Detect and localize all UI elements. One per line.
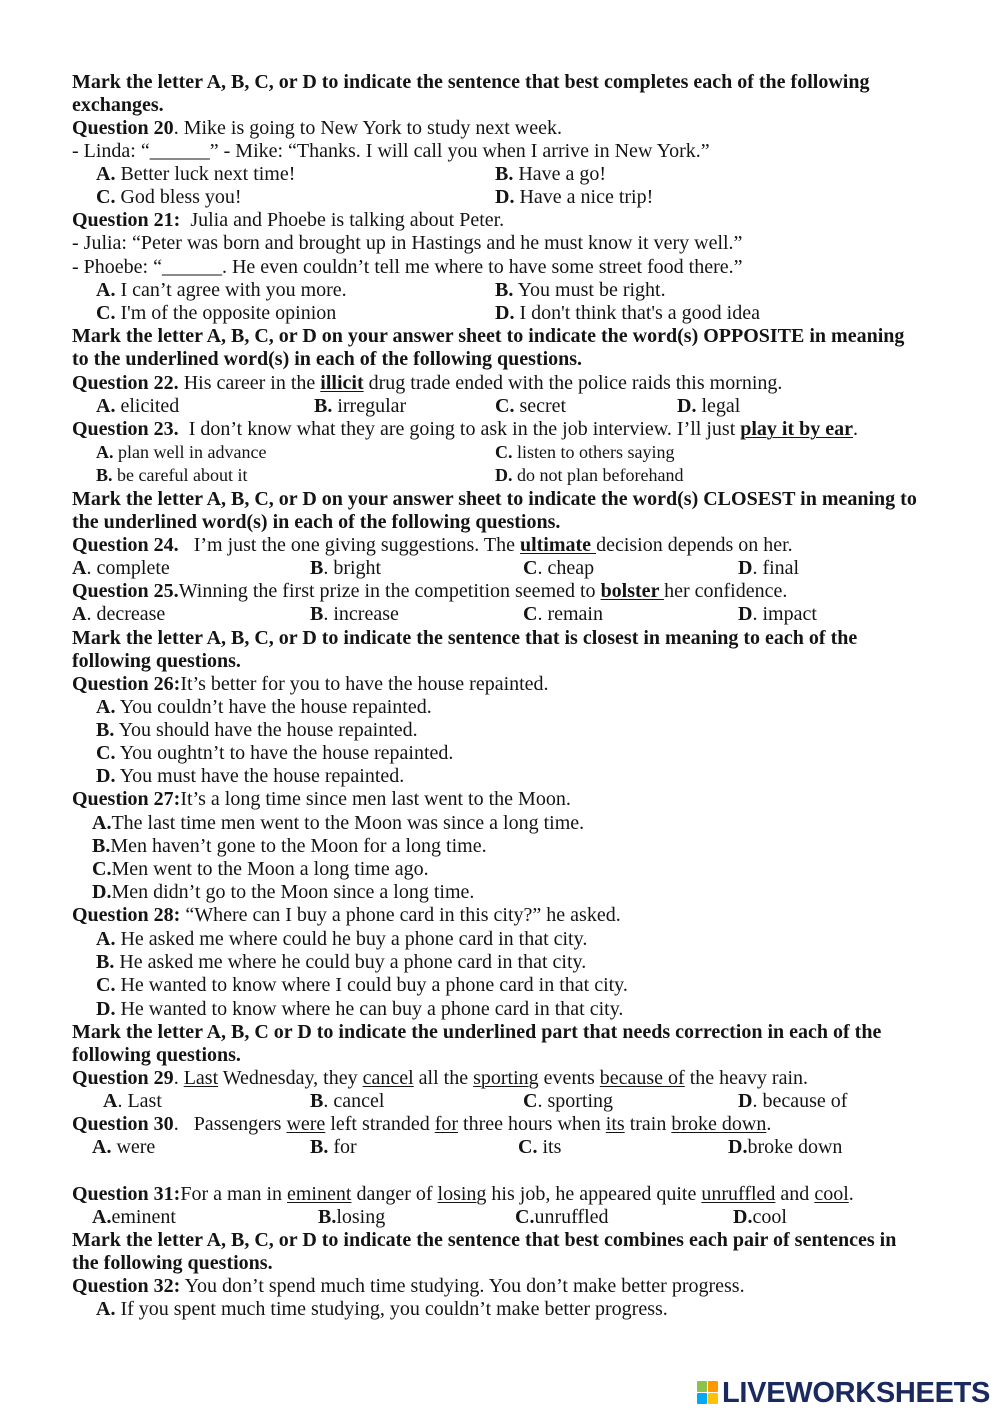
- option-a: [92, 1206, 176, 1229]
- instruction-line: exchanges.: [72, 94, 164, 116]
- option-a: [92, 812, 584, 835]
- question-23: [72, 418, 858, 441]
- question-text: decision depends on her.: [596, 534, 793, 556]
- question-stem: Julia and Phoebe is talking about Peter.: [180, 209, 505, 231]
- option-text: . complete: [86, 557, 170, 579]
- instruction-line: Mark the letter A, B, C or D to indicate the underlined part that needs correction in each of the: [72, 1021, 882, 1043]
- option-key: A.: [96, 928, 116, 950]
- option-text: be careful about it: [112, 465, 248, 485]
- liveworksheets-logo[interactable]: [697, 1378, 993, 1408]
- underlined-part: because of: [599, 1067, 685, 1089]
- option-key: B.: [495, 279, 514, 301]
- question-text: three hours when: [458, 1113, 606, 1135]
- option-c: [495, 395, 566, 418]
- option-a: [72, 557, 170, 580]
- option-text: secret: [514, 395, 567, 417]
- option-b: [495, 279, 666, 302]
- question-21: [72, 209, 504, 232]
- option-text: You should have the house repainted.: [114, 719, 418, 741]
- underlined-word: bolster: [600, 580, 665, 602]
- instruction-line: to the underlined word(s) in each of the following questions.: [72, 348, 583, 370]
- option-text: for: [328, 1136, 357, 1158]
- option-a: [96, 928, 587, 951]
- question-label: Question 20: [72, 117, 174, 139]
- question-text: .: [766, 1113, 772, 1135]
- option-c: [523, 1090, 613, 1113]
- option-d: [677, 395, 740, 418]
- question-25: [72, 580, 787, 603]
- option-key: D.: [495, 302, 515, 324]
- question-text: .: [173, 1067, 184, 1089]
- option-key: A.: [96, 696, 116, 718]
- underlined-part: unruffled: [701, 1183, 776, 1205]
- option-key: B.: [96, 465, 113, 485]
- option-a: [103, 1090, 162, 1113]
- option-text: He asked me where he could buy a phone card in that city.: [114, 951, 587, 973]
- question-text: His career in the: [178, 372, 321, 394]
- option-text: You must be right.: [513, 279, 666, 301]
- instruction-line: following questions.: [72, 650, 241, 672]
- option-c: [523, 557, 594, 580]
- option-text: Better luck next time!: [115, 163, 296, 185]
- question-label: Question 25.: [72, 580, 179, 602]
- option-b: [314, 395, 406, 418]
- question-text: left stranded: [325, 1113, 435, 1135]
- option-c: [495, 441, 674, 464]
- option-text: cool: [752, 1206, 787, 1228]
- option-c: [515, 1206, 609, 1229]
- underlined-phrase: play it by ear: [740, 418, 854, 440]
- option-key: D.: [96, 998, 116, 1020]
- option-key: D: [738, 557, 753, 579]
- question-stem: It’s better for you to have the house repainted.: [180, 673, 549, 695]
- option-text: Men haven’t gone to the Moon for a long time.: [110, 835, 487, 857]
- underlined-part: for: [434, 1113, 459, 1135]
- instruction-line: following questions.: [72, 1044, 241, 1066]
- option-key: C.: [495, 395, 515, 417]
- question-text: .: [853, 418, 859, 440]
- option-key: A.: [96, 1298, 116, 1320]
- question-text: Winning the first prize in the competition seemed to: [178, 580, 601, 602]
- question-label: Question 30: [72, 1113, 174, 1135]
- option-key: C.: [96, 742, 116, 764]
- option-key: D.: [728, 1136, 748, 1158]
- question-29: [72, 1067, 808, 1090]
- question-28: [72, 904, 621, 927]
- option-text: . sporting: [537, 1090, 614, 1112]
- option-text: listen to others saying: [512, 442, 675, 462]
- question-label: Question 32:: [72, 1275, 181, 1297]
- underlined-part: eminent: [287, 1183, 352, 1205]
- instruction-line: Mark the letter A, B, C, or D to indicate the sentence that is closest in meaning to each of the: [72, 627, 858, 649]
- instruction-line: Mark the letter A, B, C, or D on your answer sheet to indicate the word(s) OPPOSITE in meaning: [72, 325, 905, 347]
- icon-tile: [708, 1381, 718, 1392]
- option-text: legal: [696, 395, 741, 417]
- question-22: [72, 372, 782, 395]
- option-key: D.: [495, 186, 515, 208]
- option-text: unruffled: [534, 1206, 609, 1228]
- instruction-line: Mark the letter A, B, C, or D to indicate the sentence that best combines each pair of sentences in: [72, 1229, 897, 1251]
- option-text: He wanted to know where he can buy a phone card in that city.: [115, 998, 624, 1020]
- option-key: D: [738, 603, 753, 625]
- option-key: B.: [318, 1206, 337, 1228]
- question-text: the heavy rain.: [684, 1067, 808, 1089]
- question-31: [72, 1183, 854, 1206]
- option-key: C.: [92, 858, 112, 880]
- option-text: If you spent much time studying, you couldn’t make better progress.: [115, 1298, 668, 1320]
- option-text: I can’t agree with you more.: [115, 279, 347, 301]
- question-stem: You don’t spend much time studying. You don’t make better progress.: [180, 1275, 745, 1297]
- option-key: B.: [92, 835, 111, 857]
- question-text: and: [775, 1183, 815, 1205]
- option-key: A: [72, 603, 87, 625]
- option-a: [96, 395, 179, 418]
- option-d: [495, 464, 683, 487]
- option-key: C.: [96, 186, 116, 208]
- option-text: . impact: [752, 603, 817, 625]
- option-b: [96, 719, 418, 742]
- option-b: [310, 1136, 357, 1159]
- icon-tile: [708, 1393, 718, 1404]
- question-stem: “Where can I buy a phone card in this city?” he asked.: [180, 904, 621, 926]
- option-key: A.: [96, 442, 114, 462]
- option-text: do not plan beforehand: [512, 465, 684, 485]
- option-key: C.: [518, 1136, 538, 1158]
- option-d: [96, 765, 404, 788]
- instruction-line: Mark the letter A, B, C, or D to indicate the sentence that best completes each of the following: [72, 71, 870, 93]
- option-b: [92, 835, 487, 858]
- option-c: [518, 1136, 561, 1159]
- question-label: Question 22.: [72, 372, 179, 394]
- option-d: [495, 302, 760, 325]
- question-text: drug trade ended with the police raids this morning.: [363, 372, 783, 394]
- option-key: A: [72, 557, 87, 579]
- question-stem: It’s a long time since men last went to the Moon.: [180, 788, 571, 810]
- question-label: Question 28:: [72, 904, 181, 926]
- underlined-part: cool: [814, 1183, 849, 1205]
- option-d: [495, 186, 653, 209]
- option-c: [92, 858, 429, 881]
- option-c: [96, 974, 628, 997]
- question-text: danger of: [351, 1183, 438, 1205]
- question-label: Question 27:: [72, 788, 181, 810]
- question-26: [72, 673, 549, 696]
- option-b: [310, 1090, 384, 1113]
- option-key: B: [310, 1090, 324, 1112]
- option-key: A.: [96, 279, 116, 301]
- question-text: her confidence.: [664, 580, 788, 602]
- option-d: [96, 998, 623, 1021]
- question-label: Question 26:: [72, 673, 181, 695]
- instruction-line: Mark the letter A, B, C, or D on your answer sheet to indicate the word(s) CLOSEST in meaning to: [72, 488, 917, 510]
- option-key: D: [738, 1090, 753, 1112]
- underlined-part: losing: [437, 1183, 487, 1205]
- option-text: Have a go!: [513, 163, 607, 185]
- option-key: A.: [92, 812, 112, 834]
- option-key: D.: [96, 765, 116, 787]
- question-stem: . Mike is going to New York to study next week.: [173, 117, 563, 139]
- option-key: C: [523, 603, 538, 625]
- option-b: [310, 603, 399, 626]
- option-d: [733, 1206, 787, 1229]
- underlined-part: Last: [183, 1067, 219, 1089]
- option-key: D.: [495, 465, 513, 485]
- question-20: [72, 117, 562, 140]
- underlined-part: cancel: [362, 1067, 414, 1089]
- option-b: [318, 1206, 385, 1229]
- option-a: [96, 279, 347, 302]
- question-label: Question 21:: [72, 209, 181, 231]
- option-key: D.: [92, 881, 112, 903]
- option-text: . decrease: [86, 603, 166, 625]
- option-key: B.: [314, 395, 333, 417]
- option-d: [738, 557, 799, 580]
- underlined-word: ultimate: [519, 534, 597, 556]
- question-24: [72, 534, 793, 557]
- option-key: A.: [92, 1136, 112, 1158]
- option-a: [72, 603, 165, 626]
- underlined-word: illicit: [320, 372, 364, 394]
- option-key: A.: [96, 395, 116, 417]
- option-d: [92, 881, 474, 904]
- option-text: eminent: [111, 1206, 176, 1228]
- option-text: were: [111, 1136, 156, 1158]
- option-key: C: [523, 1090, 538, 1112]
- option-text: elicited: [115, 395, 180, 417]
- underlined-part: broke down: [671, 1113, 767, 1135]
- option-text: I don't think that's a good idea: [514, 302, 760, 324]
- option-text: Men went to the Moon a long time ago.: [111, 858, 429, 880]
- option-b: [495, 163, 606, 186]
- underlined-part: sporting: [473, 1067, 539, 1089]
- option-key: A: [103, 1090, 118, 1112]
- option-text: God bless you!: [115, 186, 242, 208]
- option-text: He asked me where could he buy a phone card in that city.: [115, 928, 588, 950]
- option-key: C: [523, 557, 538, 579]
- option-b: [310, 557, 381, 580]
- option-text: plan well in advance: [113, 442, 267, 462]
- option-key: C.: [495, 442, 513, 462]
- option-text: its: [537, 1136, 562, 1158]
- dialogue-line: - Julia: “Peter was born and brought up in Hastings and he must know it very well.”: [72, 232, 743, 254]
- option-key: D.: [733, 1206, 753, 1228]
- question-text: train: [624, 1113, 672, 1135]
- option-text: . cheap: [537, 557, 595, 579]
- question-text: For a man in: [180, 1183, 287, 1205]
- option-key: B.: [96, 719, 115, 741]
- question-text: his job, he appeared quite: [486, 1183, 702, 1205]
- underlined-part: its: [605, 1113, 625, 1135]
- question-27: [72, 788, 571, 811]
- option-b: [96, 951, 586, 974]
- instruction-line: the following questions.: [72, 1252, 273, 1274]
- option-key: C.: [96, 302, 116, 324]
- option-a: [92, 1136, 155, 1159]
- liveworksheets-icon: [697, 1381, 719, 1405]
- option-d: [728, 1136, 842, 1159]
- option-text: . increase: [323, 603, 399, 625]
- question-label: Question 29: [72, 1067, 174, 1089]
- question-text: .: [848, 1183, 854, 1205]
- question-text: Wednesday, they: [218, 1067, 363, 1089]
- icon-tile: [697, 1381, 707, 1392]
- option-c: [96, 742, 453, 765]
- option-text: losing: [336, 1206, 386, 1228]
- option-text: . final: [752, 557, 800, 579]
- option-a: [96, 441, 266, 464]
- option-text: . cancel: [323, 1090, 385, 1112]
- option-text: He wanted to know where I could buy a phone card in that city.: [115, 974, 628, 996]
- dialogue-line: - Phoebe: “______. He even couldn’t tell me where to have some street food there.”: [72, 256, 743, 278]
- option-text: The last time men went to the Moon was since a long time.: [111, 812, 585, 834]
- option-c: [96, 186, 242, 209]
- question-text: I don’t know what they are going to ask in the job interview. I’ll just: [178, 418, 741, 440]
- option-text: Men didn’t go to the Moon since a long time.: [111, 881, 475, 903]
- instruction-line: the underlined word(s) in each of the following questions.: [72, 511, 561, 533]
- question-label: Question 31:: [72, 1183, 181, 1205]
- option-text: You couldn’t have the house repainted.: [115, 696, 432, 718]
- question-text: all the: [413, 1067, 474, 1089]
- option-text: irregular: [332, 395, 407, 417]
- option-c: [523, 603, 603, 626]
- underlined-part: were: [286, 1113, 326, 1135]
- option-key: A.: [96, 163, 116, 185]
- question-30: [72, 1113, 771, 1136]
- option-c: [96, 302, 336, 325]
- question-label: Question 24.: [72, 534, 179, 556]
- question-text: I’m just the one giving suggestions. The: [178, 534, 520, 556]
- option-key: B.: [495, 163, 514, 185]
- liveworksheets-wordmark: LIVEWORKSHEETS: [722, 1377, 991, 1409]
- option-a: [96, 1298, 668, 1321]
- option-a: [96, 696, 432, 719]
- option-key: D.: [677, 395, 697, 417]
- question-32: [72, 1275, 745, 1298]
- option-text: . because of: [752, 1090, 848, 1112]
- option-text: You must have the house repainted.: [115, 765, 405, 787]
- option-a: [96, 163, 295, 186]
- option-b: [96, 464, 247, 487]
- icon-tile: [697, 1393, 707, 1404]
- option-text: . remain: [537, 603, 603, 625]
- dialogue-line: - Linda: “______” - Mike: “Thanks. I will call you when I arrive in New York.”: [72, 140, 710, 162]
- option-text: I'm of the opposite opinion: [115, 302, 337, 324]
- option-text: . bright: [323, 557, 382, 579]
- option-key: B.: [96, 951, 115, 973]
- option-text: . Last: [117, 1090, 162, 1112]
- question-label: Question 23.: [72, 418, 179, 440]
- option-d: [738, 1090, 847, 1113]
- question-text: . Passengers: [173, 1113, 287, 1135]
- question-text: events: [538, 1067, 600, 1089]
- option-key: C.: [96, 974, 116, 996]
- option-key: B: [310, 603, 324, 625]
- option-text: Have a nice trip!: [514, 186, 654, 208]
- option-key: B: [310, 557, 324, 579]
- option-d: [738, 603, 817, 626]
- option-key: A.: [92, 1206, 112, 1228]
- option-text: broke down: [747, 1136, 843, 1158]
- option-key: C.: [515, 1206, 535, 1228]
- option-text: You oughtn’t to have the house repainted.: [115, 742, 454, 764]
- option-key: B.: [310, 1136, 329, 1158]
